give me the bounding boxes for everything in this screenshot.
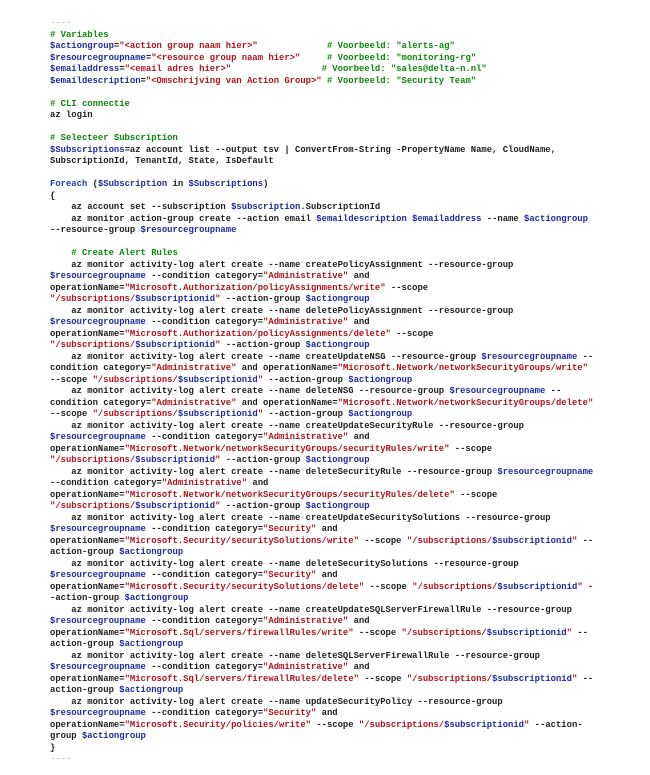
- code-line: [50, 731, 593, 743]
- string-token: "Microsoft.Security/securitySolutions/write": [124, 535, 359, 546]
- code-text: az login: [50, 110, 93, 120]
- string-token: "Administrative": [151, 363, 237, 373]
- code-text: operationName=: [50, 282, 125, 293]
- code-text: az monitor activity-log alert create --name createUpdateNSG --resource-group: [50, 351, 482, 362]
- code-text: --condition category=: [145, 271, 264, 281]
- code-text: and: [316, 708, 338, 718]
- code-text: ): [263, 179, 269, 189]
- code-text: and operationName=: [236, 363, 338, 373]
- code-text: --condition category=: [145, 662, 264, 672]
- string-token: "<email adres hier>": [124, 64, 232, 74]
- code-text: --scope: [50, 409, 93, 419]
- code-line: [50, 329, 593, 341]
- variable-token: $resourcegroupname: [497, 466, 594, 477]
- code-line: [50, 398, 593, 410]
- string-token: ": [571, 673, 578, 684]
- code-text: --condition category=: [145, 616, 264, 626]
- code-line: [50, 639, 593, 651]
- code-line: [50, 317, 593, 329]
- code-text: [258, 41, 327, 51]
- code-text: condition category=: [50, 363, 152, 373]
- code-line: [50, 605, 593, 617]
- code-text: =: [113, 41, 120, 51]
- variable-token: $actiongroup: [119, 685, 184, 695]
- code-text: --: [577, 351, 594, 362]
- code-text: and: [348, 662, 370, 672]
- code-text: az monitor action-group create --action email: [50, 213, 317, 224]
- code-line: [50, 467, 593, 479]
- code-text: operationName=: [50, 627, 125, 638]
- code-text: operationName=: [50, 489, 125, 500]
- string-token: "Security": [263, 524, 317, 534]
- comment-token: # Create Alert Rules: [50, 248, 178, 258]
- code-text: --scope: [353, 627, 402, 638]
- code-text: condition category=: [50, 397, 152, 408]
- string-token: "<Omschrijving van Action Group>": [145, 75, 322, 86]
- variable-token: $subscriptionid: [492, 535, 572, 546]
- comment-token: # Variables: [50, 29, 109, 40]
- code-line: [50, 18, 593, 30]
- code-line: [50, 720, 593, 732]
- code-line: [50, 237, 593, 249]
- code-line: [50, 156, 593, 168]
- string-token: ": [571, 535, 578, 546]
- comment-token: # CLI connectie: [50, 98, 130, 109]
- code-line: [50, 386, 593, 398]
- variable-token: $subscriptionid: [135, 340, 216, 350]
- code-line: [50, 260, 593, 272]
- string-token: "Microsoft.Network/networkSecurityGroups/securityRules/delete": [124, 489, 455, 500]
- code-line: [50, 248, 593, 260]
- code-text: --scope: [390, 328, 434, 339]
- code-line: [50, 110, 593, 122]
- variable-token: $actiongroup: [524, 213, 588, 224]
- code-text: --condition category=: [50, 478, 162, 488]
- code-line: [50, 685, 593, 697]
- string-token: "Microsoft.Security/policies/write": [124, 719, 311, 730]
- variable-token: $resourcegroupname: [50, 708, 146, 718]
- code-text: {: [50, 190, 56, 201]
- code-line: [50, 41, 593, 53]
- string-token: "/subscriptions/: [50, 455, 136, 465]
- string-token: "Security": [263, 570, 317, 580]
- code-text: --action-group: [220, 501, 306, 511]
- string-token: ": [215, 340, 221, 350]
- code-line: [50, 283, 593, 295]
- code-text: az monitor activity-log alert create --name deleteSQLServerFirewallRule --resource-group: [50, 650, 540, 661]
- comment-token: # Voorbeeld: "sales@delta-n.nl": [321, 64, 487, 74]
- variable-token: $resourcegroupname: [140, 225, 237, 235]
- code-text: operationName=: [50, 535, 125, 546]
- keyword-token: Foreach: [50, 179, 88, 189]
- code-text: --action-group: [220, 455, 306, 465]
- code-line: [50, 743, 593, 755]
- code-text: operationName=: [50, 443, 125, 454]
- code-text: -action-group: [50, 593, 125, 603]
- code-line: [50, 225, 593, 237]
- comment-token: # Voorbeeld: "monitoring-rg": [326, 52, 477, 63]
- code-line: [50, 547, 593, 559]
- comment-token: # Voorbeeld: "alerts-ag": [326, 41, 455, 51]
- code-text: =az account list --output tsv | ConvertFrom-String -PropertyName Name, CloudName,: [124, 144, 556, 155]
- comment-token: # Selecteer Subscription: [50, 133, 178, 143]
- code-text: --: [571, 627, 588, 638]
- string-token: "Microsoft.Network/networkSecurityGroups/delete": [337, 397, 594, 408]
- code-line: [50, 191, 593, 203]
- string-token: "/subscriptions/: [358, 719, 445, 730]
- code-line: [50, 133, 593, 145]
- variable-token: $subscriptionid: [486, 627, 567, 638]
- string-token: "<action group naam hier>": [119, 41, 258, 51]
- variable-token: $actiongroup: [119, 547, 184, 557]
- code-line: [50, 306, 593, 318]
- code-line: [50, 145, 593, 157]
- code-text: action-group: [50, 639, 120, 649]
- variable-token: $subscriptionid: [177, 374, 258, 385]
- string-token: "<resource group naam hier>": [151, 52, 301, 63]
- variable-token: $actiongroup: [305, 294, 370, 304]
- code-line: [50, 490, 593, 502]
- code-text: --scope: [310, 719, 359, 730]
- code-text: --condition category=: [145, 524, 264, 534]
- code-text: az monitor activity-log alert create --name deleteSecurityRule --resource-group: [50, 466, 498, 477]
- code-text: az monitor activity-log alert create --name deleteSecuritySolutions --resource-group: [50, 558, 519, 569]
- code-line: [50, 455, 593, 467]
- code-line: [50, 294, 593, 306]
- string-token: "/subscriptions/: [401, 627, 487, 638]
- code-text: --action-group: [220, 340, 306, 350]
- string-token: "Administrative": [263, 662, 349, 672]
- code-text: --scope: [358, 673, 407, 684]
- code-text: operationName=: [50, 581, 125, 592]
- string-token: "Administrative": [263, 317, 349, 327]
- code-line: [50, 708, 593, 720]
- variable-token: $resourcegroupname: [50, 662, 146, 672]
- comment-token: # Voorbeeld: "Security Team": [326, 75, 477, 86]
- code-text: --scope: [364, 581, 413, 592]
- code-text: --scope: [454, 489, 498, 500]
- string-token: "Administrative": [263, 271, 349, 281]
- variable-token: $resourcegroupname: [50, 524, 146, 534]
- code-line: [50, 76, 593, 88]
- code-text: [300, 53, 327, 63]
- variable-token: $actiongroup: [119, 639, 184, 649]
- code-text: --action-group: [263, 409, 349, 419]
- code-text: operationName=: [50, 328, 125, 339]
- string-token: "/subscriptions/: [406, 535, 493, 546]
- code-line: [50, 421, 593, 433]
- code-text: and: [348, 271, 370, 281]
- variable-token: $subscription: [231, 202, 301, 212]
- variable-token: $subscriptionid: [135, 501, 216, 511]
- code-text: az monitor activity-log alert create --name createUpdateSecuritySolutions --resource-group: [50, 512, 551, 523]
- code-line: [50, 375, 593, 387]
- variable-token: $resourcegroupname: [50, 271, 146, 281]
- string-token: "Security": [263, 708, 317, 718]
- variable-token: $emaildescription: [50, 75, 141, 86]
- code-text: and: [348, 317, 370, 327]
- code-line: [50, 53, 593, 65]
- code-line: [50, 432, 593, 444]
- string-token: "Administrative": [161, 478, 248, 488]
- code-text: az monitor activity-log alert create --name createUpdateSecurityRule --resource-group: [50, 420, 525, 431]
- code-text: =: [145, 52, 152, 63]
- code-line: [50, 513, 593, 525]
- string-token: "Administrative": [263, 616, 349, 626]
- variable-token: $subscriptionid: [177, 409, 258, 419]
- code-text: --resource-group: [50, 225, 141, 235]
- variable-token: $subscriptionid: [444, 719, 525, 730]
- code-text: [231, 64, 322, 74]
- code-line: [50, 214, 593, 226]
- code-line: [50, 593, 593, 605]
- string-token: "Microsoft.Authorization/policyAssignments/delete": [124, 328, 391, 339]
- code-text: =: [140, 75, 146, 86]
- code-text: -: [582, 581, 594, 592]
- code-line: [50, 99, 593, 111]
- string-token: ": [257, 374, 264, 385]
- code-line: [50, 674, 593, 686]
- variable-token: $subscriptionid: [492, 673, 572, 684]
- string-token: "/subscriptions/: [92, 374, 178, 385]
- string-token: ": [215, 455, 221, 465]
- code-text: --condition category=: [145, 432, 264, 442]
- code-text: --: [577, 673, 594, 684]
- variable-token: $actiongroup: [305, 501, 370, 511]
- string-token: "Microsoft.Authorization/policyAssignments/write": [124, 282, 386, 293]
- code-text: az monitor activity-log alert create --name deleteNSG --resource-group: [50, 386, 450, 396]
- code-line: [50, 501, 593, 513]
- string-token: ": [215, 294, 221, 304]
- code-line: [50, 444, 593, 456]
- code-line: [50, 179, 593, 191]
- code-text: --scope: [385, 282, 429, 293]
- code-text: --action-: [529, 719, 583, 730]
- code-text: az account set --subscription: [50, 202, 232, 212]
- code-text: --condition category=: [145, 708, 264, 718]
- code-text: (: [87, 179, 98, 189]
- separator-line: ----: [50, 754, 72, 764]
- variable-token: $actiongroup: [50, 41, 114, 51]
- variable-token: $Subscriptions: [50, 144, 125, 155]
- code-text: and: [348, 432, 370, 442]
- string-token: "/subscriptions/: [50, 340, 136, 350]
- code-text: az monitor activity-log alert create --name deletePolicyAssignment --resource-group: [50, 305, 514, 316]
- code-text: }: [50, 742, 56, 753]
- string-token: "/subscriptions/: [50, 294, 136, 304]
- code-line: [50, 202, 593, 214]
- code-text: az monitor activity-log alert create --name updateSecurityPolicy --resource-group: [50, 696, 503, 707]
- code-text: SubscriptionId, TenantId, State, IsDefault: [50, 156, 274, 166]
- variable-token: $resourcegroupname: [50, 317, 146, 327]
- variable-token: $emailaddress: [412, 213, 482, 224]
- variable-token: $subscriptionid: [135, 294, 216, 304]
- code-line: [50, 662, 593, 674]
- string-token: "/subscriptions/: [92, 409, 178, 419]
- string-token: ": [524, 719, 530, 730]
- code-text: =: [119, 64, 125, 74]
- code-line: [50, 616, 593, 628]
- code-text: action-group: [50, 685, 120, 695]
- variable-token: $actiongroup: [305, 340, 370, 350]
- code-line: [50, 536, 593, 548]
- code-line: [50, 352, 593, 364]
- code-line: [50, 570, 593, 582]
- code-line: [50, 271, 593, 283]
- string-token: "Administrative": [263, 432, 349, 442]
- string-token: "Administrative": [151, 397, 237, 408]
- code-line: [50, 122, 593, 134]
- variable-token: $resourcegroupname: [481, 351, 578, 362]
- code-text: group: [50, 731, 82, 741]
- code-line: [50, 30, 593, 42]
- code-line: [50, 524, 593, 536]
- string-token: ": [215, 501, 221, 511]
- code-text: and: [316, 524, 338, 534]
- string-token: "Microsoft.Network/networkSecurityGroups/securityRules/write": [124, 443, 450, 454]
- code-text: operationName=: [50, 673, 125, 684]
- code-line: [50, 478, 593, 490]
- code-line: [50, 87, 593, 99]
- variable-token: $resourcegroupname: [50, 616, 146, 626]
- code-text: --action-group: [263, 374, 349, 385]
- variable-token: $resourcegroupname: [50, 432, 146, 442]
- string-token: "Microsoft.Network/networkSecurityGroups/write": [337, 363, 588, 373]
- code-text: in: [167, 179, 189, 189]
- code-text: .SubscriptionId: [300, 202, 381, 212]
- code-line: [50, 582, 593, 594]
- code-text: --action-group: [220, 294, 306, 304]
- variable-token: $resourcegroupname: [50, 52, 146, 63]
- variable-token: $resourcegroupname: [449, 386, 546, 396]
- variable-token: $actiongroup: [305, 455, 370, 465]
- code-line: [50, 559, 593, 571]
- string-token: ": [577, 581, 583, 592]
- code-line: [50, 697, 593, 709]
- code-text: and: [348, 616, 370, 626]
- code-line: [50, 168, 593, 180]
- code-text: and: [247, 478, 269, 488]
- variable-token: $actiongroup: [348, 409, 413, 419]
- string-token: ": [257, 409, 264, 419]
- code-line: [50, 409, 593, 421]
- variable-token: $emailaddress: [50, 64, 120, 74]
- variable-token: $subscriptionid: [497, 581, 578, 592]
- string-token: "Microsoft.Sql/servers/firewallRules/write": [124, 627, 354, 638]
- code-text: and operationName=: [236, 397, 338, 408]
- variable-token: $Subscriptions: [188, 179, 264, 189]
- code-block: [50, 18, 593, 766]
- string-token: "/subscriptions/: [50, 501, 136, 511]
- variable-token: $actiongroup: [81, 731, 146, 741]
- code-text: --scope: [358, 535, 407, 546]
- code-text: action-group: [50, 547, 120, 557]
- code-line: [50, 754, 593, 766]
- code-text: operationName=: [50, 719, 125, 730]
- code-text: and: [316, 570, 338, 580]
- code-text: --scope: [449, 443, 493, 454]
- string-token: "Microsoft.Sql/servers/firewallRules/delete": [124, 673, 359, 684]
- string-token: "Microsoft.Security/securitySolutions/delete": [124, 581, 365, 592]
- code-line: [50, 651, 593, 663]
- variable-token: $emaildescription: [316, 213, 407, 224]
- separator-line: ----: [50, 18, 72, 28]
- code-line: [50, 628, 593, 640]
- code-line: [50, 64, 593, 76]
- string-token: ": [566, 627, 572, 638]
- code-text: --condition category=: [145, 317, 264, 327]
- code-line: [50, 363, 593, 375]
- string-token: "/subscriptions/: [412, 581, 498, 592]
- string-token: "/subscriptions/: [406, 673, 493, 684]
- variable-token: $subscriptionid: [135, 455, 216, 465]
- variable-token: $resourcegroupname: [50, 570, 146, 580]
- code-line: [50, 340, 593, 352]
- variable-token: $Subscription: [97, 179, 168, 189]
- code-text: --: [545, 386, 562, 396]
- code-text: --: [577, 535, 594, 546]
- code-text: --name: [481, 213, 525, 224]
- code-text: --condition category=: [145, 570, 264, 580]
- code-text: --scope: [50, 374, 93, 385]
- code-text: az monitor activity-log alert create --name createUpdateSQLServerFirewallRule --resource-group: [50, 604, 572, 615]
- code-text: az monitor activity-log alert create --name createPolicyAssignment --resource-group: [50, 259, 514, 270]
- variable-token: $actiongroup: [348, 374, 413, 385]
- variable-token: $actiongroup: [124, 593, 189, 603]
